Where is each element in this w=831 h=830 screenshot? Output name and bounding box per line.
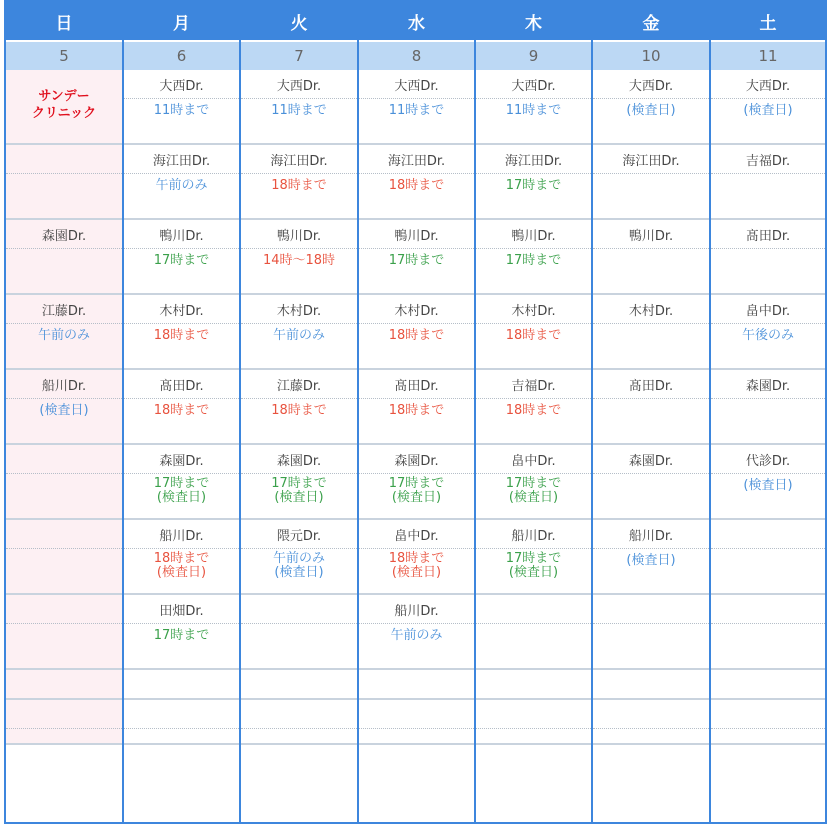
schedule-cell [711,670,825,700]
doctor-name: 隈元Dr. [241,520,357,549]
hours-note: 午前のみ [272,551,325,566]
hours-note: 18時まで [271,178,327,193]
schedule-cell [476,520,591,595]
schedule-cell [124,220,239,295]
day-column [474,0,591,824]
hours-note: 17時まで [505,253,562,268]
schedule-cell [476,445,591,520]
doctor-name: 船川Dr. [6,370,122,399]
sunday-clinic-label [6,88,122,122]
doctor-name: 海江田Dr. [241,145,357,174]
hours-note: 17時まで [388,476,445,491]
schedule-cell [6,295,122,370]
schedule-cell [6,445,122,520]
date-cell: 11 [711,40,825,70]
schedule-cell [593,145,709,220]
schedule-cell [124,670,239,700]
schedule-cell [476,700,591,745]
hours-note: 17時まで [388,253,445,268]
schedule-cell [124,70,239,145]
exam-day-note: (検査日) [156,565,207,580]
doctor-name [6,145,122,174]
doctor-name: 森園Dr. [359,445,474,474]
day-column [591,0,709,824]
schedule-cell [241,520,357,595]
hours-note: 17時まで [153,253,210,268]
schedule-cell [476,370,591,445]
doctor-name: 海江田Dr. [593,145,709,174]
schedule-cell [593,295,709,370]
doctor-name: 鴨川Dr. [359,220,474,249]
hours-note: 午前のみ [390,628,443,643]
hours-note: 18時まで [388,551,445,566]
exam-day-note: (検査日) [156,490,207,505]
doctor-name: 木村Dr. [476,295,591,324]
schedule-cell [711,370,825,445]
doctor-name: 森園Dr. [593,445,709,474]
day-column [122,0,239,824]
schedule-cell [593,445,709,520]
schedule-cell [711,445,825,520]
doctor-name: 森園Dr. [241,445,357,474]
schedule-cell [359,445,474,520]
doctor-name: 船川Dr. [476,520,591,549]
doctor-name [593,595,709,624]
date-cell: 6 [124,40,239,70]
hours-note: 午前のみ [272,328,325,343]
doctor-name [6,520,122,549]
date-cell: 7 [241,40,357,70]
doctor-name: 船川Dr. [359,595,474,624]
day-header: 木 [476,0,591,40]
schedule-cell [6,220,122,295]
doctor-name [359,700,474,729]
schedule-cell [593,70,709,145]
hours-note: 18時まで [153,403,210,418]
schedule-cell [241,670,357,700]
hours-note: 11時まで [505,103,562,118]
doctor-name: 鴨川Dr. [593,220,709,249]
doctor-name [711,595,825,624]
exam-day-note: (検査日) [391,565,442,580]
schedule-cell [593,700,709,745]
schedule-cell [124,700,239,745]
doctor-name: 代診Dr. [711,445,825,474]
hours-note: 17時まで [505,178,562,193]
schedule-cell [6,595,122,670]
doctor-name [359,670,474,698]
doctor-name: 大西Dr. [593,70,709,99]
doctor-name: 森園Dr. [124,445,239,474]
day-header: 水 [359,0,474,40]
schedule-cell [359,145,474,220]
schedule-cell [711,295,825,370]
doctor-name: 髙田Dr. [124,370,239,399]
date-cell: 9 [476,40,591,70]
exam-day-note: (検査日) [274,565,324,580]
schedule-cell [593,220,709,295]
doctor-name [711,520,825,549]
hours-note: 午前のみ [37,328,90,343]
doctor-name: 森園Dr. [711,370,825,399]
hours-note: 18時まで [271,403,327,418]
schedule-cell [241,70,357,145]
schedule-cell [6,145,122,220]
schedule-cell [593,595,709,670]
doctor-name: 大西Dr. [476,70,591,99]
hours-note: 午前のみ [155,178,208,193]
schedule-cell [711,145,825,220]
hours-note: (検査日) [626,103,676,118]
doctor-name [124,700,239,729]
doctor-name [711,700,825,729]
hours-note: 18時まで [153,551,210,566]
schedule-cell [359,370,474,445]
doctor-name [476,595,591,624]
schedule-cell [6,370,122,445]
schedule-cell [711,220,825,295]
exam-day-note: (検査日) [391,490,442,505]
hours-note: 18時まで [505,403,562,418]
hours-note: 17時まで [153,476,210,491]
doctor-name: 木村Dr. [124,295,239,324]
hours-note: 11時まで [153,103,210,118]
schedule-cell [6,700,122,745]
schedule-cell [711,520,825,595]
schedule-cell [359,595,474,670]
schedule-cell [124,295,239,370]
schedule-cell [476,220,591,295]
doctor-name: 畠中Dr. [711,295,825,324]
doctor-name: 大西Dr. [124,70,239,99]
hours-note: 18時まで [388,178,445,193]
doctor-name: 吉福Dr. [476,370,591,399]
doctor-name [593,670,709,698]
doctor-name [241,595,357,624]
schedule-cell [359,70,474,145]
doctor-name [241,670,357,698]
schedule-cell [241,445,357,520]
sunday-clinic-line: クリニック [31,106,97,121]
schedule-cell [124,445,239,520]
schedule-cell [124,520,239,595]
doctor-name: 吉福Dr. [711,145,825,174]
day-column [709,0,827,824]
schedule-cell [593,520,709,595]
date-cell: 5 [6,40,122,70]
hours-note: 11時まで [271,103,327,118]
schedule-cell [476,295,591,370]
schedule-cell [124,595,239,670]
doctor-name: 鴨川Dr. [124,220,239,249]
day-header: 月 [124,0,239,40]
hours-note: (検査日) [626,553,676,568]
doctor-name: 畠中Dr. [476,445,591,474]
schedule-cell [241,595,357,670]
doctor-name: 畠中Dr. [359,520,474,549]
doctor-name [124,670,239,698]
doctor-name: 大西Dr. [359,70,474,99]
schedule-cell [241,220,357,295]
schedule-cell [124,370,239,445]
schedule-cell [241,145,357,220]
date-cell: 8 [359,40,474,70]
exam-day-note: (検査日) [508,565,559,580]
doctor-name: 船川Dr. [124,520,239,549]
schedule-cell [711,700,825,745]
day-column [4,0,122,824]
schedule-cell [476,70,591,145]
schedule-cell [6,70,122,145]
day-column [357,0,474,824]
schedule-cell [241,700,357,745]
doctor-name: 木村Dr. [593,295,709,324]
doctor-name [241,700,357,729]
hours-note: 11時まで [388,103,445,118]
hours-note: 18時まで [388,403,445,418]
hours-note: (検査日) [39,403,89,418]
doctor-name [6,700,122,729]
schedule-cell [241,370,357,445]
schedule-cell [359,670,474,700]
doctor-name: 森園Dr. [6,220,122,249]
schedule-cell [476,145,591,220]
doctor-name: 江藤Dr. [6,295,122,324]
doctor-name: 大西Dr. [711,70,825,99]
schedule-cell [6,670,122,700]
doctor-name [476,670,591,698]
hours-note: 18時まで [388,328,445,343]
schedule-cell [711,595,825,670]
hours-note: 14時〜18時 [262,253,336,268]
doctor-name: 髙田Dr. [359,370,474,399]
doctor-name: 船川Dr. [593,520,709,549]
doctor-name: 木村Dr. [241,295,357,324]
doctor-name [593,700,709,729]
doctor-name: 木村Dr. [359,295,474,324]
schedule-cell [241,295,357,370]
hours-note: 18時まで [153,328,210,343]
doctor-name [711,670,825,698]
doctor-name: 海江田Dr. [476,145,591,174]
schedule-cell [124,145,239,220]
hours-note: 18時まで [505,328,562,343]
doctor-name: 江藤Dr. [241,370,357,399]
doctor-name: 海江田Dr. [124,145,239,174]
doctor-name [476,700,591,729]
schedule-cell [476,595,591,670]
date-cell: 10 [593,40,709,70]
sunday-clinic-line: サンデー [38,89,90,104]
schedule-cell [359,520,474,595]
day-header: 金 [593,0,709,40]
doctor-name: 髙田Dr. [593,370,709,399]
schedule-cell [6,520,122,595]
schedule-cell [593,670,709,700]
doctor-name: 鴨川Dr. [476,220,591,249]
schedule-cell [359,295,474,370]
schedule-cell [593,370,709,445]
schedule-cell [711,70,825,145]
hours-note: 午後のみ [741,328,794,343]
hours-note: 17時まで [271,476,327,491]
hours-note: 17時まで [505,476,562,491]
schedule-cell [476,670,591,700]
day-header: 火 [241,0,357,40]
doctor-name: 髙田Dr. [711,220,825,249]
exam-day-note: (検査日) [508,490,559,505]
hours-note: (検査日) [743,103,793,118]
doctor-name: 大西Dr. [241,70,357,99]
day-header: 日 [6,0,122,40]
schedule-cell [359,700,474,745]
day-column [239,0,357,824]
hours-note: 17時まで [153,628,210,643]
doctor-name: 鴨川Dr. [241,220,357,249]
hours-note: 17時まで [505,551,562,566]
doctor-name: 海江田Dr. [359,145,474,174]
hours-note: (検査日) [743,478,793,493]
exam-day-note: (検査日) [274,490,324,505]
doctor-name [6,595,122,624]
day-header: 土 [711,0,825,40]
doctor-name [6,670,122,698]
doctor-name [6,445,122,474]
doctor-name: 田畑Dr. [124,595,239,624]
calendar-bottom-border [4,822,827,824]
schedule-cell [359,220,474,295]
